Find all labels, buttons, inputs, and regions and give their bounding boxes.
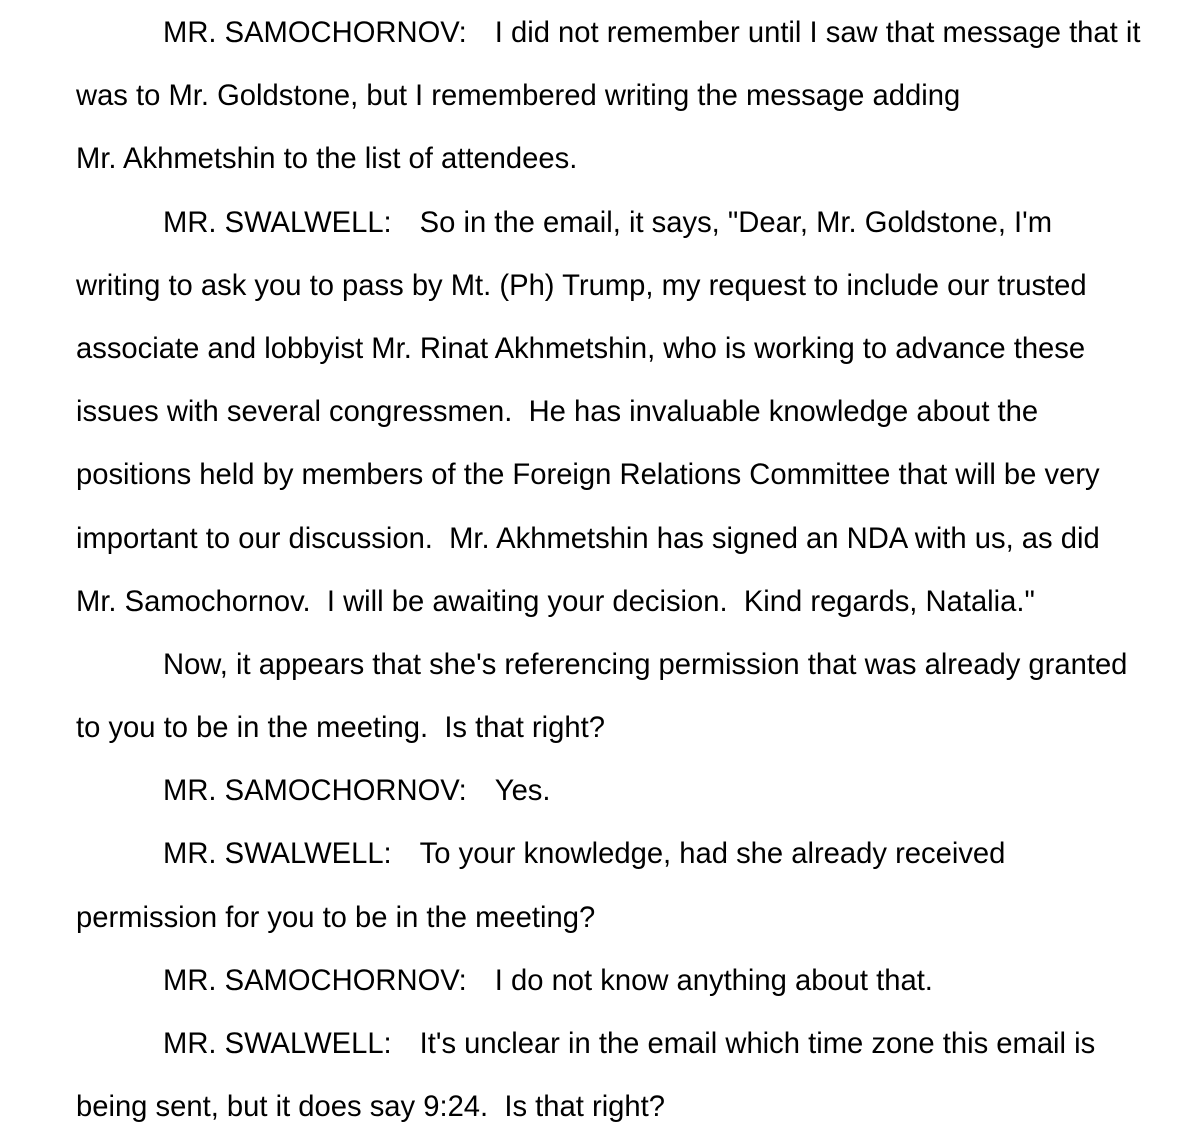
transcript-paragraph [0,192,1200,634]
line-text: To your knowledge, had she already received [419,838,1006,871]
transcript-line [0,1013,1200,1076]
transcript-line [0,760,1200,823]
line-text: It's unclear in the email which time zone this email is [419,1028,1096,1060]
line-text: I do not know anything about that. [494,964,933,997]
transcript-line: to you to be in the meeting. Is that right? [76,712,605,745]
transcript-line: Mr. Akhmetshin to the list of attendees. [76,143,578,176]
transcript-line [0,950,1200,1013]
transcript-paragraph [0,2,1200,192]
speaker-label: MR. SAMOCHORNOV: [163,17,467,49]
transcript-line [0,192,1200,255]
line-text: So in the email, it says, "Dear, Mr. Goldstone, I'm [419,206,1053,239]
transcript-line: was to Mr. Goldstone, but I remembered writing the message adding [76,80,961,113]
transcript-line [0,823,1200,886]
transcript-line: Mr. Samochornov. I will be awaiting your decision. Kind regards, Natalia." [76,585,1035,618]
transcript-line: Now, it appears that she's referencing permission that was already granted [163,648,1128,681]
transcript-line [0,2,1200,65]
transcript-paragraph [0,760,1200,823]
line-text: I did not remember until I saw that message that it [494,17,1141,49]
line-text: Yes. [494,775,551,808]
speaker-label: MR. SAMOCHORNOV: [163,964,467,997]
transcript-paragraph [0,823,1200,949]
transcript-line: writing to ask you to pass by Mt. (Ph) Trump, my request to include our trusted [76,269,1087,302]
transcript-line: important to our discussion. Mr. Akhmetshin has signed an NDA with us, as did [76,522,1100,555]
transcript-line: positions held by members of the Foreign Relations Committee that will be very [76,459,1100,492]
transcript-paragraph [0,1013,1200,1139]
transcript-line: issues with several congressmen. He has invaluable knowledge about the [76,396,1039,429]
transcript-paragraph [0,634,1200,760]
speaker-label: MR. SWALWELL: [163,838,392,871]
transcript-line: being sent, but it does say 9:24. Is that right? [76,1091,665,1124]
speaker-label: MR. SWALWELL: [163,206,392,239]
transcript-line: associate and lobbyist Mr. Rinat Akhmetshin, who is working to advance these [76,332,1086,365]
speaker-label: MR. SWALWELL: [163,1028,392,1060]
transcript-paragraph [0,950,1200,1013]
speaker-label: MR. SAMOCHORNOV: [163,775,467,808]
transcript-line: permission for you to be in the meeting? [76,901,596,934]
